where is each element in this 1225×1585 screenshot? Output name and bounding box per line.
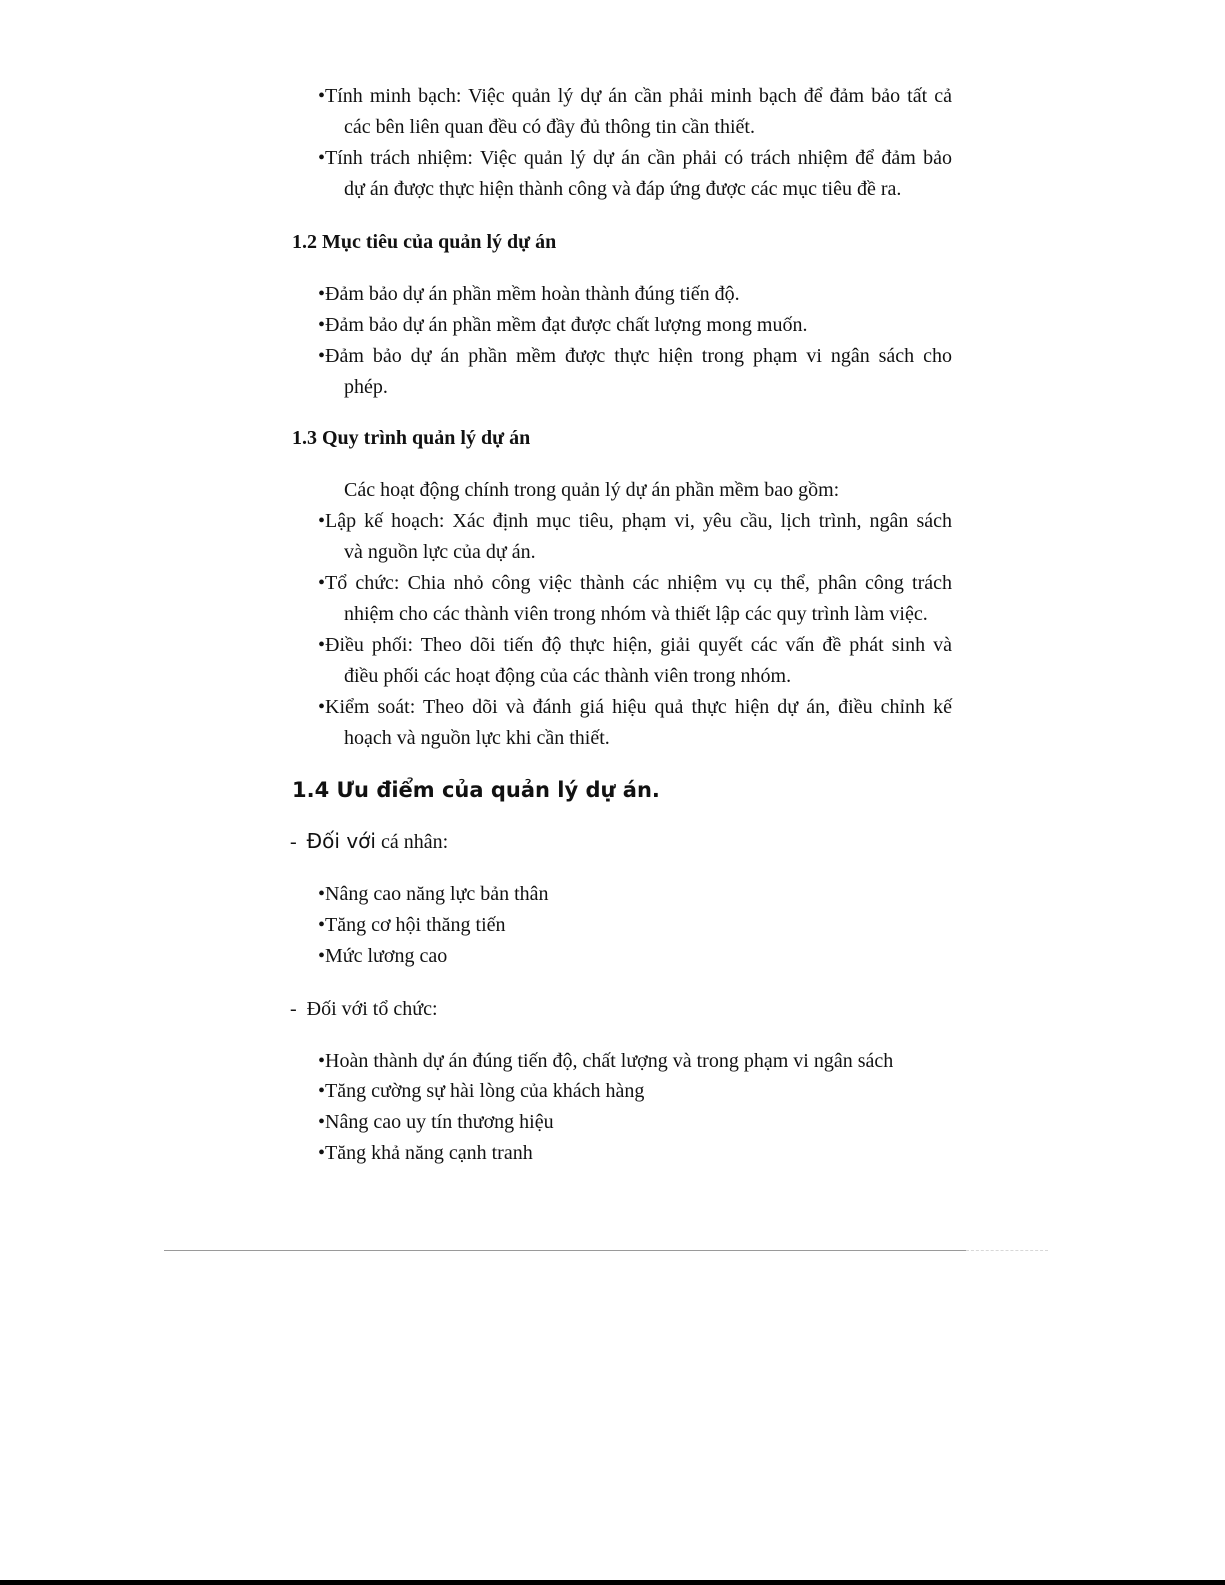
list-item-transparency: [318, 81, 952, 143]
list-item-line: •Tăng cơ hội thăng tiến: [318, 914, 506, 936]
label-serif: cá nhân:: [380, 831, 449, 853]
section-heading-1-3: 1.3 Quy trình quản lý dự án: [292, 427, 531, 449]
label-sans: Đối với: [306, 829, 376, 853]
list-item-responsibility: [318, 143, 952, 205]
list-item-line: và nguồn lực của dự án.: [344, 541, 536, 563]
list-item-line: phép.: [344, 376, 388, 398]
label: Đối với tổ chức:: [306, 998, 438, 1020]
list-item: [318, 910, 952, 941]
list-item-line: nhiệm cho các thành viên trong nhóm và thiết lập các quy trình làm việc.: [344, 603, 928, 625]
list-item-line: •Tăng khả năng cạnh tranh: [318, 1142, 533, 1164]
list-item-line: •Tính minh bạch: Việc quản lý dự án cần phải minh bạch để đảm bảo tất cả: [318, 85, 952, 107]
list-item: [318, 630, 952, 692]
list-item-line: dự án được thực hiện thành công và đáp ứng được các mục tiêu đề ra.: [344, 178, 902, 200]
section-heading-1-2: 1.2 Mục tiêu của quản lý dự án: [292, 231, 557, 253]
dash-marker: -: [290, 998, 297, 1020]
footer-divider-faint: [966, 1250, 1048, 1251]
list-item: [318, 1138, 952, 1169]
list-item-line: •Nâng cao uy tín thương hiệu: [318, 1111, 554, 1133]
list-item-line: •Mức lương cao: [318, 945, 448, 967]
list-item: [318, 1107, 952, 1138]
list-item: [318, 1046, 952, 1077]
dash-marker: -: [290, 831, 297, 853]
list-item-line: •Đảm bảo dự án phần mềm đạt được chất lượng mong muốn.: [318, 314, 808, 336]
list-item-line: •Tăng cường sự hài lòng của khách hàng: [318, 1080, 645, 1102]
list-item: [318, 506, 952, 568]
list-item-line: •Kiểm soát: Theo dõi và đánh giá hiệu quả thực hiện dự án, điều chỉnh kế: [318, 696, 952, 718]
list-item: [318, 341, 952, 403]
list-item-line: •Tổ chức: Chia nhỏ công việc thành các nhiệm vụ cụ thể, phân công trách: [318, 572, 952, 594]
footer-divider: [164, 1250, 966, 1251]
list-item-line: •Đảm bảo dự án phần mềm được thực hiện trong phạm vi ngân sách cho: [318, 345, 952, 367]
list-item: [318, 879, 952, 910]
list-item: [318, 941, 952, 972]
list-item: [318, 692, 952, 754]
subsection-label-individual: [290, 826, 448, 857]
list-item: [318, 1076, 952, 1107]
list-item-line: •Lập kế hoạch: Xác định mục tiêu, phạm vi, yêu cầu, lịch trình, ngân sách: [318, 510, 952, 532]
list-item-line: điều phối các hoạt động của các thành viên trong nhóm.: [344, 665, 792, 687]
list-item-line: •Hoàn thành dự án đúng tiến độ, chất lượng và trong phạm vi ngân sách: [318, 1050, 894, 1072]
list-item-line: •Điều phối: Theo dõi tiến độ thực hiện, giải quyết các vấn đề phát sinh và: [318, 634, 952, 656]
list-item: [318, 568, 952, 630]
page-bottom-edge: [0, 1580, 1225, 1585]
list-item-line: •Tính trách nhiệm: Việc quản lý dự án cần phải có trách nhiệm để đảm bảo: [318, 147, 952, 169]
list-item-line: các bên liên quan đều có đầy đủ thông tin cần thiết.: [344, 116, 755, 138]
list-item-line: hoạch và nguồn lực khi cần thiết.: [344, 727, 610, 749]
section-intro-text: Các hoạt động chính trong quản lý dự án phần mềm bao gồm:: [344, 479, 840, 501]
list-item: [318, 310, 952, 341]
list-item-line: •Nâng cao năng lực bản thân: [318, 883, 549, 905]
subsection-label-organization: [290, 994, 438, 1024]
list-item: [318, 279, 952, 310]
list-item-line: •Đảm bảo dự án phần mềm hoàn thành đúng tiến độ.: [318, 283, 740, 305]
section-heading-1-4: 1.4 Ưu điểm của quản lý dự án.: [292, 778, 660, 802]
